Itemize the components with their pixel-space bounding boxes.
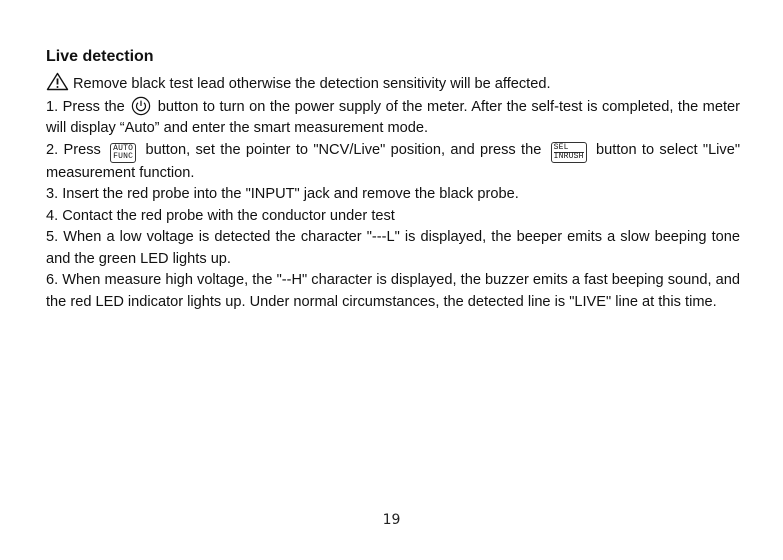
warning-note: [46, 72, 740, 96]
page-number: 19: [382, 512, 401, 528]
warning-text: Remove black test lead otherwise the detection sensitivity will be affected.: [73, 76, 551, 92]
step-5: 5. When a low voltage is detected the character "---L" is displayed, the beeper emits a slow beeping tone and the green LED lights up.: [46, 229, 740, 267]
sel-inrush-key-icon: [551, 142, 587, 163]
step-3: 3. Insert the red probe into the "INPUT" jack and remove the black probe.: [46, 186, 519, 202]
warning-triangle-icon: [46, 72, 69, 91]
section-title: Live detection: [46, 48, 154, 65]
step-4: 4. Contact the red probe with the conductor under test: [46, 207, 395, 224]
step-6: 6. When measure high voltage, the "--H" character is displayed, the buzzer emits a fast beeping sound, and the red LED indicator lights up. Under normal circumstances, the detected line is "LIVE" line at this time.: [46, 272, 740, 310]
step-1-before: 1. Press the: [46, 98, 125, 115]
step-2-before: 2. Press: [46, 141, 101, 158]
step-1: [46, 96, 740, 140]
step-2-after: button to select "Live" measurement function.: [46, 141, 741, 181]
auto-func-key-icon: [110, 143, 136, 163]
sel-inrush-key-bottom: INRUSH: [553, 151, 584, 161]
manual-page-content: [46, 46, 740, 313]
step-1-after: button to turn on the power supply of the meter. After the self-test is completed, the meter will display “Auto” and enter the smart measurement mode.: [46, 98, 740, 136]
step-2: [46, 140, 740, 185]
auto-func-key-bottom: FUNC: [113, 151, 134, 161]
power-icon: [131, 96, 151, 116]
sel-inrush-key-top: SEL: [554, 144, 584, 153]
step-2-middle: button, set the pointer to "NCV/Live" position, and press the: [145, 141, 542, 158]
auto-func-key-top: AUTO: [113, 143, 134, 153]
